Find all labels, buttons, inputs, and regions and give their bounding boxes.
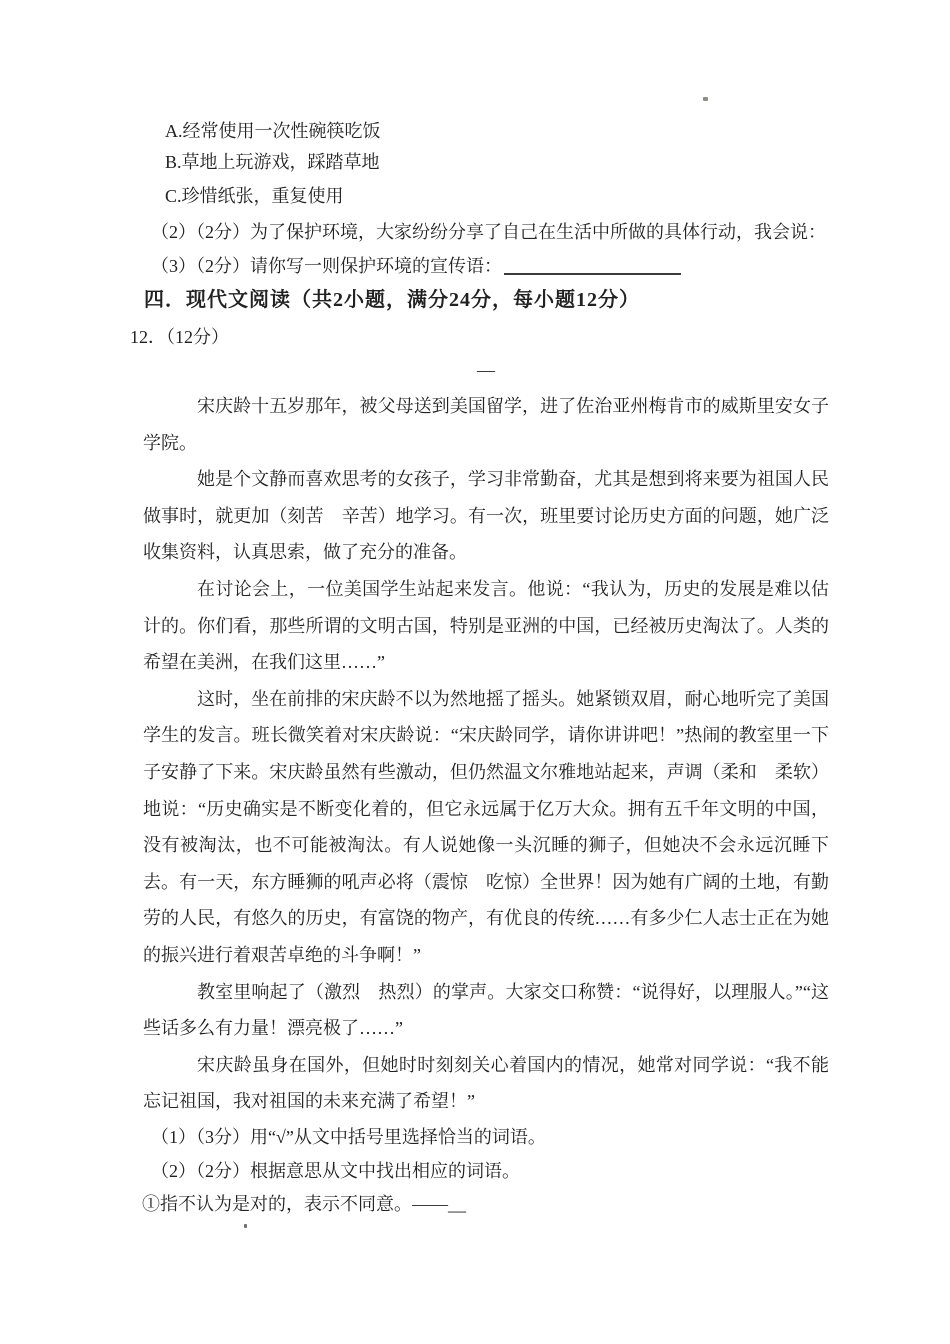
scan-speck [244,1224,247,1228]
reading-passage [143,388,829,1120]
question-12-q1: （1）（3分）用“√”从文中括号里选择恰当的词语。 [151,1127,546,1147]
question-12-q2: （2）（2分）根据意思从文中找出相应的词语。 [151,1161,520,1181]
passage-paragraph: 教室里响起了（激烈 热烈）的掌声。大家交口称赞：“说得好，以理服人。”“这些话多么有力量！漂亮极了……” [143,981,829,1039]
passage-paragraph: 这时，坐在前排的宋庆龄不以为然地摇了摇头。她紧锁双眉，耐心地听完了美国学生的发言。班长微笑着对宋庆龄说：“宋庆龄同学，请你讲讲吧！”热闹的教室里一下子安静了下来。宋庆龄虽然有些激动，但仍然温文尔雅地站起来，声调（柔和 柔软）地说：“历史确实是不断变化着的，但它永远属于亿万大众。拥有五千年文明的中国，没有被淘汰，也不可能被淘汰。有人说她像一头沉睡的狮子，但她决不会永远沉睡下去。有一天，东方睡狮的吼声必将（震惊 吃惊）全世界！因为她有广阔的土地，有勤劳的人民，有悠久的历史，有富饶的物产，有优良的传统……有多少仁人志士正在为她的振兴进行着艰苦卓绝的斗争啊！” [143,688,829,965]
passage-paragraph: 在讨论会上，一位美国学生站起来发言。他说：“我认为，历史的发展是难以估计的。你们看，那些所谓的文明古国，特别是亚洲的中国，已经被历史淘汰了。人类的希望在美洲，在我们这里……” [143,578,829,673]
passage-title-dash: — [477,360,495,380]
question-11-sub3 [151,254,681,278]
question-11-sub3-text: （3）（2分）请你写一则保护环境的宣传语： [151,256,502,276]
item-number: 12．（12分） [130,327,229,347]
option-b: B.草地上玩游戏，踩踏草地 [165,152,380,172]
question-11-sub2: （2）（2分）为了保护环境，大家纷纷分享了自己在生活中所做的具体行动，我会说： [151,222,826,242]
answer-blank-line [504,259,681,275]
section-heading: 四．现代文阅读（共2小题，满分24分，每小题12分） [144,289,640,311]
question-12-q2-sub1: ①指不认为是对的，表示不同意。——__ [142,1194,466,1214]
option-c: C.珍惜纸张，重复使用 [165,186,344,206]
option-a: A.经常使用一次性碗筷吃饭 [165,121,381,141]
passage-paragraph: 她是个文静而喜欢思考的女孩子，学习非常勤奋，尤其是想到将来要为祖国人民做事时，就更加（刻苦 辛苦）地学习。有一次，班里要讨论历史方面的问题，她广泛收集资料，认真思索，做了充分的准备。 [143,469,829,563]
passage-paragraph: 宋庆龄十五岁那年，被父母送到美国留学，进了佐治亚州梅肯市的威斯里安女子学院。 [143,396,829,453]
passage-paragraph: 宋庆龄虽身在国外，但她时时刻刻关心着国内的情况，她常对同学说：“我不能忘记祖国，我对祖国的未来充满了希望！” [143,1054,829,1112]
scan-speck [703,97,708,101]
